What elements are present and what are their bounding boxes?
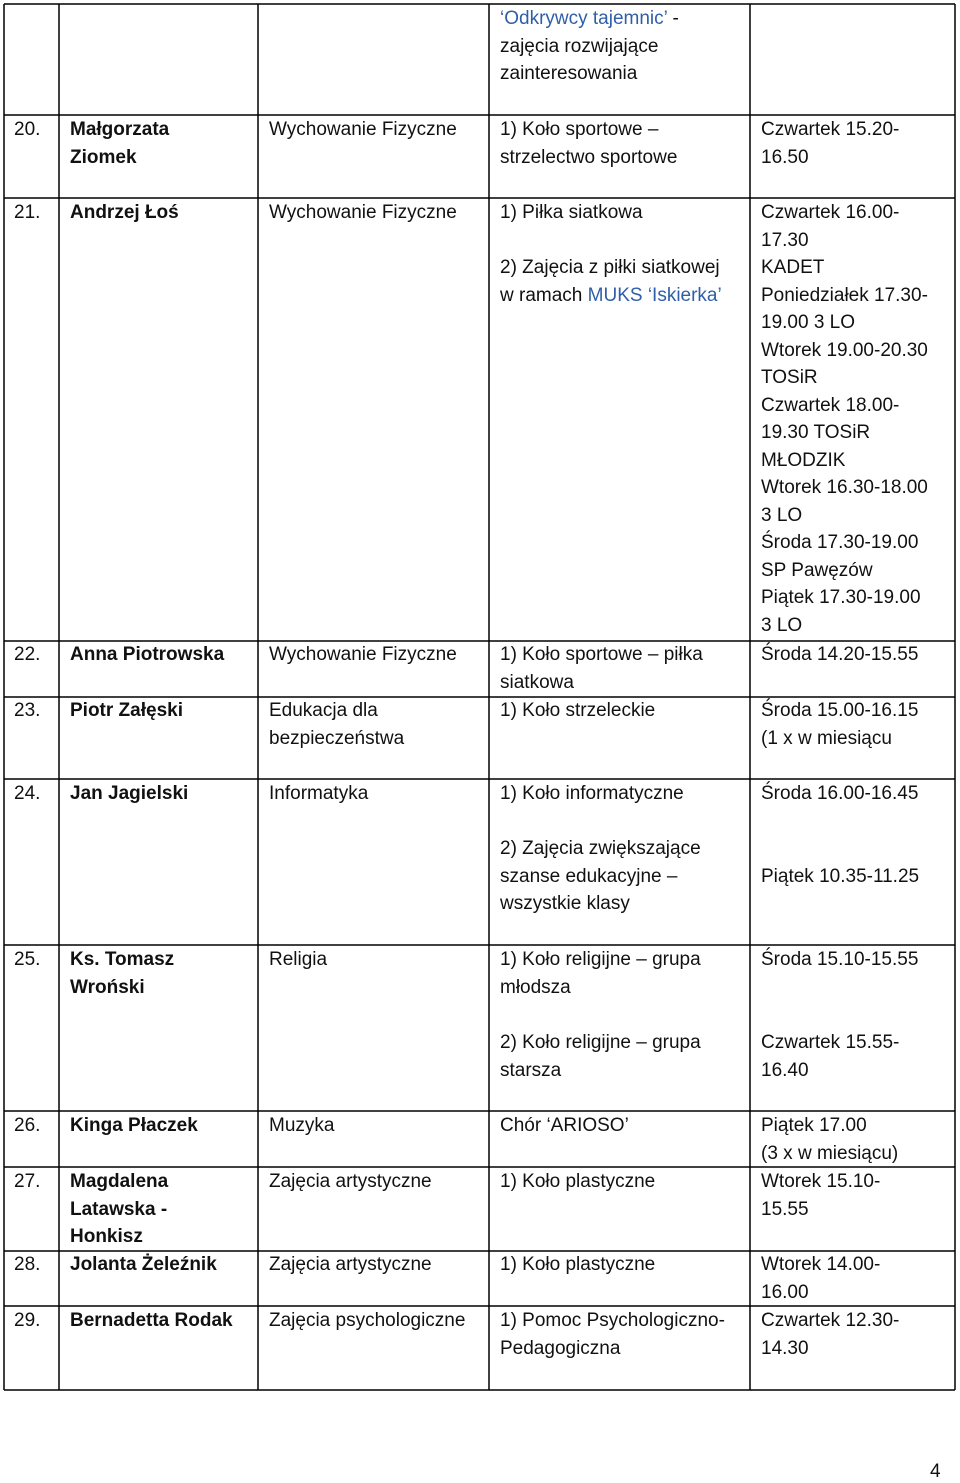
row-number: 21. [14, 202, 41, 223]
row-number: 27. [14, 1171, 41, 1192]
teacher-name: Jolanta Żeleźnik [70, 1254, 217, 1275]
activity: 1) Koło plastyczne [500, 1254, 656, 1275]
teacher-name: Andrzej Łoś [70, 202, 179, 223]
activity: 1) Koło plastyczne [500, 1171, 656, 1192]
schedule: Środa 14.20-15.55 [761, 644, 919, 665]
schedule: Środa 15.10-15.55 [761, 949, 919, 970]
activity-title-blue: ‘Odkrywcy tajemnic’ [500, 8, 668, 29]
page-number: 4 [930, 1461, 941, 1482]
teacher-name: Kinga Płaczek [70, 1115, 198, 1136]
schedule: Wtorek 14.00- 16.00 [761, 1254, 881, 1303]
row-number: 20. [14, 119, 41, 140]
row-number: 29. [14, 1310, 41, 1331]
teacher-name: Małgorzata Ziomek [70, 119, 170, 168]
activity: 2) Koło religijne – grupa starsza [500, 1032, 701, 1081]
activity: 1) Pomoc Psychologiczno- Pedagogiczna [500, 1310, 725, 1359]
teacher-name: Magdalena Latawska - Honkisz [70, 1171, 169, 1247]
activity: 2) Zajęcia zwiększające szanse edukacyjne – wszystkie klasy [500, 838, 701, 914]
subject: Edukacja dla bezpieczeństwa [269, 700, 405, 749]
activity: 1) Koło religijne – grupa młodsza [500, 949, 701, 998]
schedule: Czwartek 12.30- 14.30 [761, 1310, 900, 1359]
subject: Wychowanie Fizyczne [269, 644, 457, 665]
subject: Informatyka [269, 783, 369, 804]
activity: 1) Piłka siatkowa [500, 202, 643, 223]
row-number: 26. [14, 1115, 41, 1136]
schedule: Wtorek 15.10- 15.55 [761, 1171, 881, 1220]
schedule: Czwartek 15.55- 16.40 [761, 1032, 900, 1081]
club-name-blue: MUKS ‘Iskierka’ [587, 284, 722, 306]
row-number: 25. [14, 949, 41, 970]
activity: 1) Koło strzeleckie [500, 700, 656, 721]
subject: Zajęcia psychologiczne [269, 1310, 466, 1331]
activity: 1) Koło sportowe – piłka siatkowa [500, 644, 703, 693]
activity: Chór ‘ARIOSO’ [500, 1115, 629, 1136]
subject: Wychowanie Fizyczne [269, 119, 457, 140]
schedule: Piątek 17.00 (3 x w miesiącu) [761, 1115, 899, 1164]
teacher-name: Jan Jagielski [70, 783, 189, 804]
subject: Religia [269, 949, 328, 970]
activity-text: 2) Zajęcia z piłki siatkowej w ramach [500, 257, 720, 306]
row-number: 22. [14, 644, 41, 665]
row-number: 28. [14, 1254, 41, 1275]
schedule: Piątek 10.35-11.25 [761, 866, 920, 887]
activity: 1) Koło informatyczne [500, 783, 684, 804]
activity: 1) Koło sportowe – strzelectwo sportowe [500, 119, 678, 168]
subject: Zajęcia artystyczne [269, 1171, 432, 1192]
row-number: 23. [14, 700, 41, 721]
schedule: Środa 16.00-16.45 [761, 783, 919, 804]
teacher-name: Bernadetta Rodak [70, 1310, 233, 1331]
teacher-name: Piotr Załęski [70, 700, 183, 721]
schedule: Czwartek 15.20- 16.50 [761, 119, 900, 168]
activity-description: - zajęcia rozwijające zainteresowania [500, 8, 679, 84]
subject: Wychowanie Fizyczne [269, 202, 457, 223]
schedule: Środa 15.00-16.15 (1 x w miesiącu [761, 700, 919, 749]
row-number: 24. [14, 783, 41, 804]
subject: Muzyka [269, 1115, 335, 1136]
top-activity-cell [500, 5, 679, 88]
schedule: Czwartek 16.00- 17.30 KADET Poniedziałek 17.30- 19.00 3 LO Wtorek 19.00-20.30 TOSiR Czwartek 18.00- 19.30 TOSiR MŁODZIK Wtorek 16.30-18.00 3 LO Środa 17.30-19.00 SP Pawęzów Piątek 17.30-19.00 3 LO [761, 202, 928, 636]
subject: Zajęcia artystyczne [269, 1254, 432, 1275]
teacher-name: Ks. Tomasz Wroński [70, 949, 175, 998]
activity [500, 254, 722, 309]
teacher-name: Anna Piotrowska [70, 644, 225, 665]
